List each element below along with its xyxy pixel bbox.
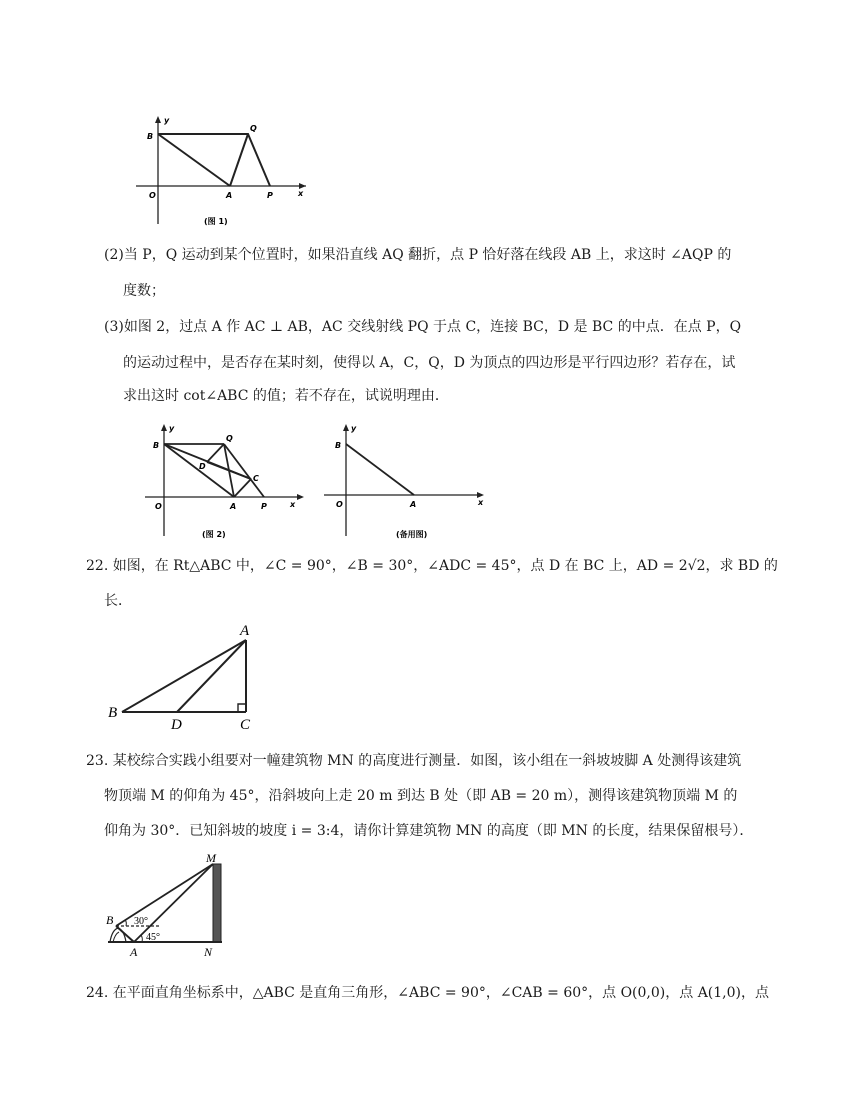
q24-line1: 24. 在平面直角坐标系中，△ABC 是直角三角形，∠ABC = 90°，∠CAB = 60°，点 O(0,0)，点 A(1,0)，点 bbox=[86, 985, 769, 1001]
figure-q22 bbox=[100, 616, 270, 732]
q22-label-d: D bbox=[171, 717, 182, 732]
q22-line2: 长． bbox=[104, 593, 132, 609]
spare-label-o: O bbox=[336, 500, 343, 509]
q23-slope-diagram bbox=[104, 850, 234, 962]
fig2-label-d: D bbox=[199, 462, 206, 471]
fig2-label-o: O bbox=[155, 502, 162, 511]
fig1-label-o: O bbox=[149, 191, 156, 200]
spare-label-y: y bbox=[351, 424, 357, 433]
q23-line1: 23. 某校综合实践小组要对一幢建筑物 MN 的高度进行测量．如图，该小组在一斜坡坡脚 A 处测得该建筑 bbox=[86, 753, 742, 769]
figure-2-diagram bbox=[140, 418, 310, 542]
q22-label-b: B bbox=[108, 705, 118, 721]
q23-label-m: M bbox=[206, 851, 216, 865]
fig1-caption: (图 1) bbox=[204, 217, 228, 226]
figure-1 bbox=[128, 112, 318, 232]
q21-part3-line1: (3)如图 2，过点 A 作 AC ⊥ AB，AC 交线射线 PQ 于点 C，连接 BC，D 是 BC 的中点．在点 P，Q bbox=[104, 319, 742, 335]
q22-label-c: C bbox=[240, 717, 251, 732]
q23-line2: 物顶端 M 的仰角为 45°，沿斜坡向上走 20 m 到达 B 处（即 AB = 20 m），测得该建筑物顶端 M 的 bbox=[104, 788, 738, 804]
fig2-label-q: Q bbox=[226, 434, 233, 443]
q21-part3-line2: 的运动过程中，是否存在某时刻，使得以 A，C，Q，D 为顶点的四边形是平行四边形？若存在，试 bbox=[123, 355, 736, 371]
q23-angle-45: 45° bbox=[146, 932, 160, 943]
q23-angle-30: 30° bbox=[134, 916, 148, 927]
q21-part2-line1: (2)当 P，Q 运动到某个位置时，如果沿直线 AQ 翻折，点 P 恰好落在线段 AB 上，求这时 ∠AQP 的 bbox=[104, 247, 732, 263]
q21-part3-line3: 求出这时 cot∠ABC 的值；若不存在，试说明理由． bbox=[123, 388, 449, 404]
figure-spare-diagram bbox=[322, 418, 492, 542]
figure-q23 bbox=[104, 850, 234, 962]
figure-2 bbox=[140, 418, 310, 542]
q22-triangle-diagram bbox=[100, 616, 270, 732]
fig2-label-y: y bbox=[169, 424, 175, 433]
fig1-label-x: x bbox=[298, 189, 304, 198]
spare-label-a: A bbox=[410, 500, 417, 509]
figure-spare bbox=[322, 418, 492, 542]
fig1-label-a: A bbox=[226, 191, 233, 200]
q23-line3: 仰角为 30°．已知斜坡的坡度 i = 3:4，请你计算建筑物 MN 的高度（即 MN 的长度，结果保留根号）． bbox=[104, 823, 754, 839]
fig1-label-p: P bbox=[267, 191, 273, 200]
fig1-label-b: B bbox=[147, 132, 154, 141]
q22-line1: 22. 如图，在 Rt△ABC 中，∠C = 90°，∠B = 30°，∠ADC = 45°，点 D 在 BC 上，AD = 2√2，求 BD 的 bbox=[86, 558, 778, 574]
fig2-label-b: B bbox=[153, 441, 160, 450]
fig2-caption: (图 2) bbox=[202, 530, 226, 539]
fig2-label-c: C bbox=[253, 474, 259, 483]
q23-label-a: A bbox=[130, 945, 138, 959]
q21-part2-line2: 度数； bbox=[123, 283, 165, 299]
q22-label-a: A bbox=[240, 623, 250, 639]
fig2-label-p: P bbox=[261, 502, 267, 511]
figure-1-diagram bbox=[128, 112, 318, 232]
q23-label-b: B bbox=[106, 913, 114, 927]
fig1-label-y: y bbox=[164, 116, 170, 125]
spare-caption: (备用图) bbox=[396, 530, 428, 539]
spare-label-b: B bbox=[335, 441, 342, 450]
q23-label-n: N bbox=[204, 945, 213, 959]
fig1-label-q: Q bbox=[250, 124, 257, 133]
fig2-label-x: x bbox=[290, 500, 296, 509]
spare-label-x: x bbox=[478, 498, 484, 507]
fig2-label-a: A bbox=[230, 502, 237, 511]
